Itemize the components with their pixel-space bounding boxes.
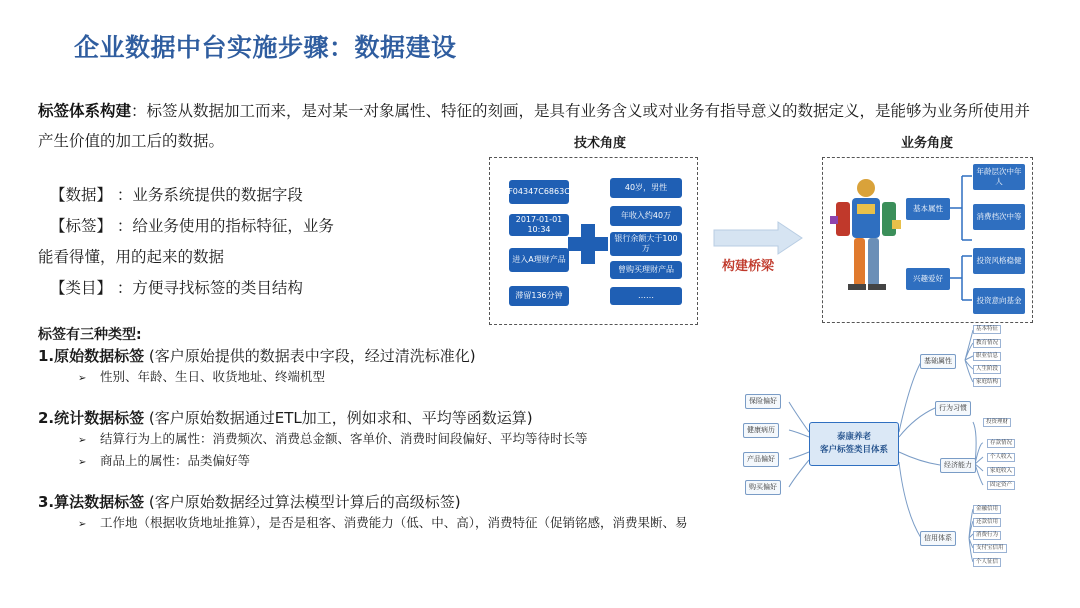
- mindmap-leaf: 支付宝信用: [973, 544, 1007, 553]
- arrow-bullet-icon: ➢: [78, 373, 87, 384]
- business-chip: 消费档次中等: [973, 204, 1025, 230]
- mindmap-leaf: 家庭结构: [973, 378, 1001, 387]
- mindmap-center-node: [809, 422, 899, 466]
- tech-chip: F04347C6863C: [509, 180, 569, 204]
- type-1-title: [38, 345, 758, 367]
- mindmap-leaf: 人生阶段: [973, 365, 1001, 374]
- mindmap-leaf: 家庭收入: [987, 467, 1015, 476]
- type-3-desc: (客户原始数据经过算法模型计算后的高级标签): [148, 493, 461, 511]
- mindmap-node: 健康病历: [743, 423, 779, 438]
- intro-paragraph: [38, 96, 1038, 156]
- arrow-bullet-icon: ➢: [78, 457, 87, 468]
- page-title: 企业数据中台实施步骤：数据建设: [74, 33, 457, 62]
- tech-chip: 40岁，男性: [610, 178, 682, 198]
- type-1-name: 1.原始数据标签: [38, 347, 145, 365]
- bullet-text: 商品上的属性：品类偏好等: [100, 453, 251, 468]
- business-chip: 年龄层次中年人: [973, 164, 1025, 190]
- type-2-title: [38, 407, 758, 429]
- mindmap-leaf: 消费行为: [973, 531, 1001, 540]
- tech-chip: 曾购买理财产品: [610, 261, 682, 279]
- definition-tag-cont: 能看得懂，用的起来的数据: [38, 248, 225, 266]
- type-3-name: 3.算法数据标签: [38, 493, 145, 511]
- tech-chip: 银行余额大于100万: [610, 232, 682, 256]
- mindmap-leaf: 存款情况: [987, 439, 1015, 448]
- business-perspective-label: 业务角度: [901, 136, 954, 151]
- bullet-text: 性别、年龄、生日、收货地址、终端机型: [100, 369, 326, 384]
- type-2-desc: (客户原始数据通过ETL加工，例如求和、平均等函数运算): [148, 409, 533, 427]
- arrow-bullet-icon: ➢: [78, 519, 87, 530]
- mindmap-leaf: 固定资产: [987, 481, 1015, 490]
- type-2-bullet: [38, 429, 758, 451]
- business-connector-lines: [900, 168, 980, 318]
- mindmap-leaf: 职业信息: [973, 352, 1001, 361]
- definition-category: 【类目】 ：方便寻找标签的类目结构: [50, 279, 303, 297]
- arrow-bullet-icon: ➢: [78, 435, 87, 446]
- mindmap-leaf: 金融信用: [973, 505, 1001, 514]
- business-chip: 投资意向基金: [973, 288, 1025, 314]
- type-3-title: [38, 491, 758, 513]
- mindmap-node: 经济能力: [940, 458, 976, 473]
- mindmap-leaf: 还款信用: [973, 518, 1001, 527]
- robot-figure-icon: [828, 176, 903, 294]
- definitions-block: [38, 180, 378, 304]
- definition-tag: 【标签】 ：给业务使用的指标特征，业务: [50, 217, 334, 235]
- business-chip: 基本属性: [906, 198, 950, 220]
- bridge-label: 构建桥梁: [722, 259, 775, 274]
- bridge-arrow-icon: [712, 220, 804, 256]
- bullet-text: 工作地（根据收货地址推算），是否是租客、消费能力（低、中、高），消费特征（促销铭感，消费果断、易: [100, 515, 688, 530]
- tech-perspective-label: 技术角度: [574, 136, 627, 151]
- type-1-bullet: [38, 367, 758, 389]
- tech-chip: 滞留136分钟: [509, 286, 569, 306]
- mindmap-leaf: 教育情况: [973, 339, 1001, 348]
- intro-label: 标签体系构建: [38, 102, 132, 120]
- mindmap-center-line: 客户标签类目体系: [819, 445, 888, 455]
- mindmap-node: 行为习惯: [935, 401, 971, 416]
- mindmap-node: 购买偏好: [745, 480, 781, 495]
- mindmap-node: 基础属性: [920, 354, 956, 369]
- type-2-name: 2.统计数据标签: [38, 409, 145, 427]
- tech-chip: 2017-01-01 10:34: [509, 214, 569, 236]
- tech-chip: 进入A理财产品: [509, 248, 569, 272]
- mindmap-node: 信用体系: [920, 531, 956, 546]
- type-3-bullet: [38, 513, 738, 535]
- mindmap-node: 产品偏好: [743, 452, 779, 467]
- mindmap-node: 保险偏好: [745, 394, 781, 409]
- tech-chip: ……: [610, 287, 682, 305]
- plus-icon: [568, 224, 608, 264]
- business-chip: 投资风格稳健: [973, 248, 1025, 274]
- type-1-desc: (客户原始提供的数据表中字段，经过清洗标准化): [148, 347, 476, 365]
- bullet-text: 结算行为上的属性：消费频次、消费总金额、客单价、消费时间段偏好、平均等待时长等: [100, 431, 588, 446]
- tech-chip: 年收入约40万: [610, 206, 682, 226]
- mindmap-center-line: 泰康养老: [836, 432, 871, 442]
- tag-types-heading: 标签有三种类型:: [38, 327, 142, 343]
- mindmap-leaf: 个人收入: [987, 453, 1015, 462]
- type-2-bullet: [38, 451, 758, 473]
- definition-data: 【数据】 ：业务系统提供的数据字段: [50, 186, 303, 204]
- tag-types-block: [38, 325, 758, 535]
- mindmap-leaf: 基本特征: [973, 325, 1001, 334]
- intro-text: ：标签从数据加工而来，是对某一对象属性、特征的刻画，是具有业务含义或对业务有指导意义的数据定义，是能够为业务所使用并产生价值的加工后的数据。: [38, 102, 1031, 150]
- mindmap-leaf: 投资理财: [983, 418, 1011, 427]
- business-chip: 兴趣爱好: [906, 268, 950, 290]
- tag-category-mindmap: [735, 322, 1035, 572]
- mindmap-leaf: 个人征信: [973, 558, 1001, 567]
